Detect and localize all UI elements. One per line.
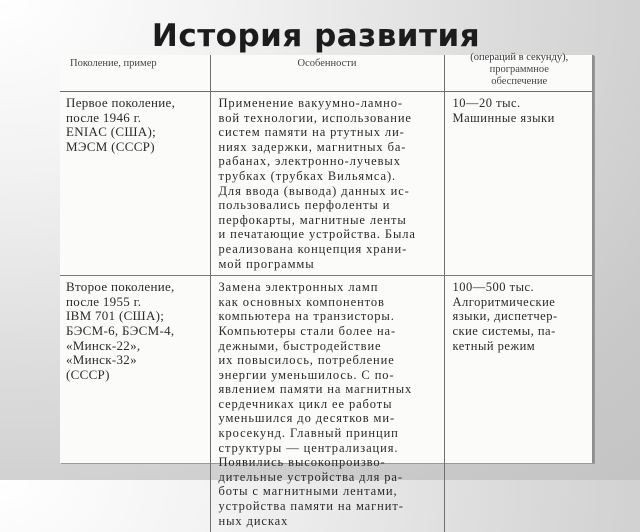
cell-line: компьютера на транзисторы. — [218, 309, 395, 324]
cell-line: после 1955 г. — [66, 293, 142, 309]
cell-line: перфокарты, магнитные ленты — [218, 212, 407, 227]
cell-line: (СССР) — [66, 366, 110, 382]
cell-features — [210, 276, 444, 532]
cell-generation — [60, 276, 210, 532]
cell-line: кетный режим — [452, 338, 536, 353]
cell-line: вой технологии, использование — [218, 110, 412, 125]
cell-line: «Минск-32» — [66, 352, 137, 368]
cell-line: явлением памяти на магнитных — [218, 382, 413, 397]
cell-line: энергии уменьшилось. С по- — [218, 367, 395, 382]
scanned-table-image — [60, 52, 594, 528]
cell-line: Для ввода (вывода) данных ис- — [218, 183, 410, 198]
cell-line: как основных компонентов — [218, 294, 385, 309]
header-performance — [444, 52, 594, 92]
header-features: Особенности — [210, 55, 444, 92]
cell-line: устройства памяти на магнит- — [218, 499, 404, 514]
cell-line: пользовались перфоленты и — [218, 198, 391, 213]
cell-line: рабанах, электронно-лучевых — [218, 154, 401, 169]
cell-line: Первое поколение, — [66, 95, 176, 110]
cell-features — [210, 92, 444, 276]
header-performance-line3: обеспечение — [491, 76, 548, 87]
cell-line: реализована концепция храни- — [218, 241, 408, 256]
cell-line: Замена электронных ламп — [218, 280, 379, 295]
cell-line: ENIAC (США); — [66, 124, 157, 140]
computer-generations-table — [60, 52, 594, 532]
cell-performance — [444, 276, 594, 532]
cell-performance — [444, 92, 594, 276]
cell-line: сердечниках цикл ее работы — [218, 396, 393, 411]
cell-line: Алгоритмические — [452, 294, 556, 309]
cell-line: их повысилось, потребление — [218, 353, 395, 368]
cell-line: ские системы, па- — [452, 323, 556, 338]
cell-line: Машинные языки — [452, 110, 555, 125]
header-performance-line2: программное — [489, 64, 549, 75]
table-header-row — [60, 55, 594, 92]
cell-line: кросекунд. Главный принцип — [218, 426, 399, 441]
cell-generation — [60, 92, 210, 276]
cell-line: языки, диспетчер- — [452, 309, 558, 324]
cell-line: Применение вакуумно-ламно- — [218, 96, 403, 110]
cell-line: 100—500 тыс. — [452, 280, 535, 295]
cell-line: мой программы — [218, 256, 315, 271]
table-row-second-generation — [60, 276, 594, 532]
cell-line: «Минск-22», — [66, 337, 141, 353]
cell-line: МЭСМ (СССР) — [66, 138, 155, 154]
cell-line: и печатающие устройства. Была — [218, 227, 416, 242]
cell-line: дежными, быстродействие — [218, 338, 382, 353]
table-row-first-generation — [60, 92, 594, 276]
cell-line: структуры — централизация. — [218, 440, 399, 455]
slide-title: История развития — [151, 18, 481, 54]
cell-line: трубках (трубках Вильямса). — [218, 168, 397, 183]
cell-line: БЭСМ-6, БЭСМ-4, — [66, 322, 175, 338]
cell-line: Появились высокопроизво- — [218, 455, 386, 470]
cell-line: ных дисках — [218, 513, 289, 528]
cell-line: IBM 701 (США); — [66, 308, 165, 324]
header-performance-line1: (операций в секунду), — [470, 52, 569, 63]
cell-line: Компьютеры стали более на- — [218, 323, 397, 338]
cell-line: боты с магнитными лентами, — [218, 484, 398, 499]
header-generation: Поколение, пример — [60, 55, 210, 92]
cell-line: уменьшился до десятков ми- — [218, 411, 396, 426]
cell-line: ниях задержки, магнитных ба- — [218, 139, 407, 154]
cell-line: дительные устройства для ра- — [218, 469, 403, 484]
cell-line: после 1946 г. — [66, 109, 142, 125]
cell-line: 10—20 тыс. — [452, 96, 521, 110]
cell-line: систем памяти на ртутных ли- — [218, 125, 405, 140]
cell-line: Второе поколение, — [66, 279, 175, 295]
